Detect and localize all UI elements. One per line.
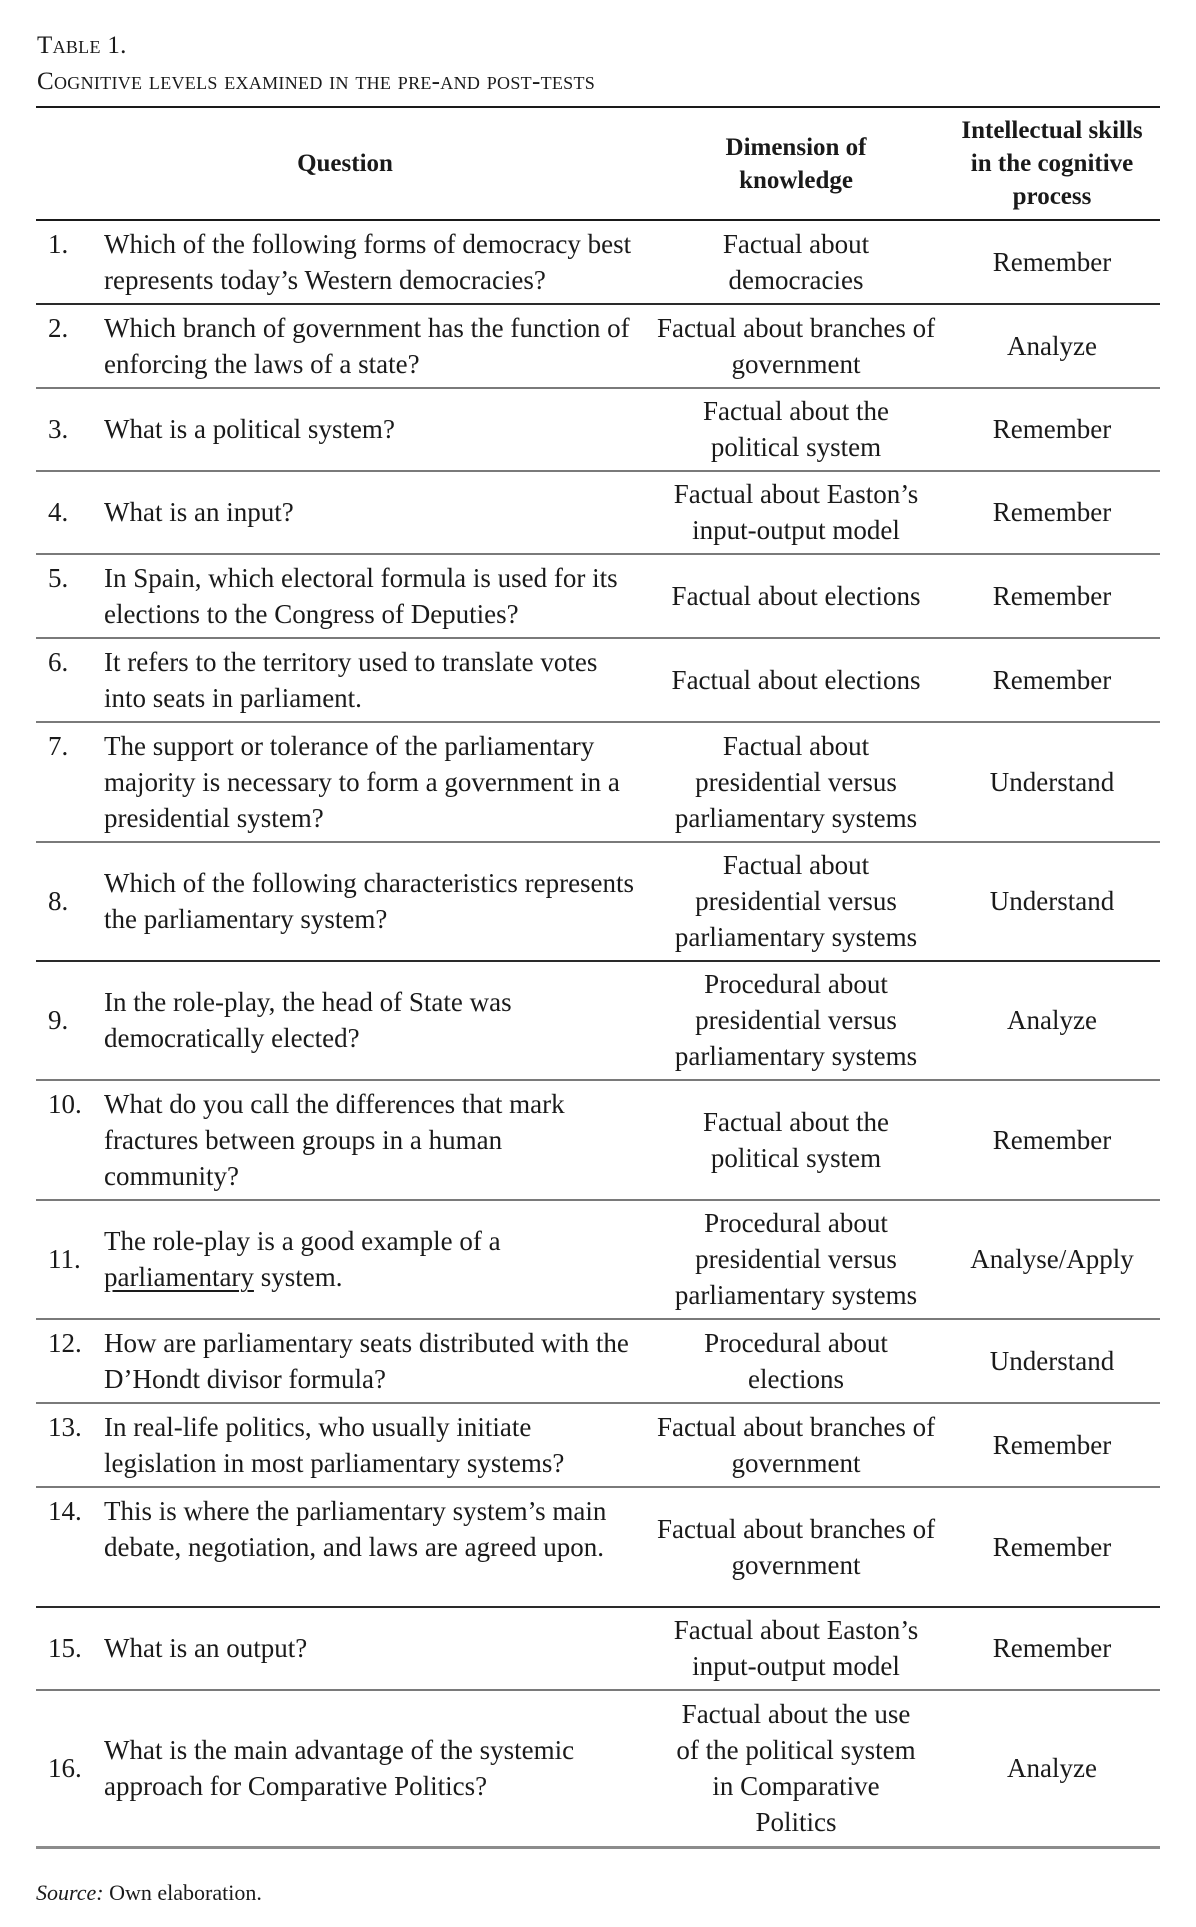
row-knowledge: [648, 961, 944, 1080]
row-question-text: The role-play is a good example of a: [104, 1226, 501, 1256]
row-knowledge-text: Factual about the political system: [703, 1106, 889, 1173]
row-knowledge-text: Factual about the political system: [703, 396, 889, 462]
row-question-underlined: parliamentary: [104, 1262, 254, 1292]
row-skill: Understand: [989, 766, 1115, 797]
row-knowledge-text: Factual about Easton’s input-output model: [673, 479, 919, 545]
row-question: Which of the following forms of democracy best represents today’s Western democracies?: [104, 229, 632, 295]
header-knowledge-text: Dimension of knowledge: [725, 133, 867, 194]
table-row: [36, 388, 1160, 471]
table-row: [36, 554, 1160, 638]
row-knowledge: Factual about branches of government: [656, 1411, 936, 1478]
table-row: [36, 842, 1160, 961]
row-question: What is an output?: [104, 1633, 308, 1663]
row-knowledge: [648, 722, 944, 842]
row-skill: Remember: [992, 1429, 1112, 1460]
source-label: Source:: [36, 1880, 104, 1905]
source-note: [36, 1879, 1160, 1907]
row-knowledge: [648, 220, 944, 304]
header-skills: [944, 107, 1160, 220]
table-row: [36, 1200, 1160, 1319]
table-label: Table 1.: [37, 32, 127, 59]
table-row: [36, 1319, 1160, 1403]
row-knowledge: Factual about branches of government: [656, 312, 936, 379]
row-knowledge: [648, 1319, 944, 1403]
row-number: 7.: [48, 731, 69, 761]
row-number: 15.: [48, 1633, 82, 1663]
row-knowledge: Factual about elections: [671, 580, 921, 611]
header-question: Question: [297, 150, 393, 177]
table-row: [36, 304, 1160, 388]
row-skill: Remember: [992, 497, 1112, 527]
source-text: Own elaboration.: [109, 1880, 262, 1905]
table-row: [36, 1690, 1160, 1848]
row-knowledge: Factual about elections: [671, 664, 921, 695]
row-question: [94, 1200, 648, 1319]
row-skill: Analyze: [1007, 1005, 1097, 1035]
cognitive-levels-table: [36, 106, 1160, 1849]
row-number: 1.: [48, 229, 69, 259]
row-skill: Analyze: [1007, 1753, 1097, 1783]
row-knowledge: [648, 388, 944, 471]
row-knowledge-text: Factual about Easton’s input-output model: [673, 1615, 919, 1681]
row-number: 9.: [48, 1005, 69, 1035]
row-knowledge: [648, 1607, 944, 1690]
row-question: Which of the following characteristics represents the parliamentary system?: [104, 868, 635, 934]
row-number: 3.: [48, 414, 69, 444]
row-number: 8.: [48, 886, 69, 916]
row-knowledge-text: Factual about presidential versus parliamentary systems: [674, 730, 918, 833]
table-row: [36, 220, 1160, 304]
row-number: 5.: [48, 563, 69, 593]
row-skill: Remember: [992, 414, 1112, 444]
row-skill: Remember: [992, 1531, 1112, 1562]
table-row: [36, 1080, 1160, 1200]
row-knowledge: Factual about branches of government: [656, 1513, 936, 1580]
table-header-row: [36, 107, 1160, 220]
table-title: Cognitive levels examined in the pre-and post-tests: [37, 68, 596, 95]
row-question: How are parliamentary seats distributed with the D’Hondt divisor formula?: [104, 1328, 629, 1394]
row-number: 14.: [48, 1496, 82, 1526]
row-question: It refers to the territory used to translate votes into seats in parliament.: [104, 647, 598, 713]
header-knowledge: [648, 107, 944, 220]
row-number: 2.: [48, 313, 69, 343]
row-question: What is an input?: [104, 497, 294, 527]
row-question: Which branch of government has the function of enforcing the laws of a state?: [104, 313, 630, 379]
row-question: In real-life politics, who usually initiate legislation in most parliamentary systems?: [104, 1412, 565, 1478]
header-skills-text: Intellectual skills in the cognitive process: [961, 117, 1143, 210]
row-question: What do you call the differences that mark fractures between groups in a human community?: [104, 1089, 565, 1191]
row-knowledge: [648, 1200, 944, 1319]
row-knowledge: [648, 1690, 944, 1848]
row-question: What is a political system?: [104, 414, 395, 444]
row-skill: Analyze: [1007, 330, 1097, 361]
row-question-text-end: system.: [260, 1262, 343, 1292]
row-number: 12.: [48, 1328, 82, 1358]
row-knowledge-text: Procedural about presidential versus parliamentary systems: [674, 969, 918, 1071]
table-row: [36, 961, 1160, 1080]
row-number: 10.: [48, 1089, 82, 1119]
row-knowledge-text: Procedural about presidential versus parliamentary systems: [674, 1208, 918, 1310]
row-skill: Remember: [992, 580, 1112, 611]
table-row: [36, 471, 1160, 554]
row-number: 13.: [48, 1412, 82, 1442]
row-knowledge-text: Factual about democracies: [722, 228, 870, 295]
row-skill: Analyse/Apply: [970, 1244, 1134, 1274]
row-knowledge: [648, 1080, 944, 1200]
table-row: [36, 1487, 1160, 1607]
row-knowledge: [648, 842, 944, 961]
row-skill: Understand: [989, 886, 1115, 916]
row-number: 6.: [48, 647, 69, 677]
row-knowledge-text: Procedural about elections: [704, 1327, 888, 1394]
row-skill: Remember: [992, 246, 1112, 277]
row-knowledge: [648, 471, 944, 554]
row-question: The support or tolerance of the parliamentary majority is necessary to form a government in a presidential system?: [104, 731, 620, 833]
table-row: [36, 1607, 1160, 1690]
row-number: 11.: [48, 1244, 81, 1274]
row-skill: Remember: [992, 664, 1112, 695]
row-skill: Remember: [992, 1124, 1112, 1155]
row-knowledge-text: Factual about the use of the political system in Comparative Politics: [676, 1699, 916, 1837]
table-row: [36, 722, 1160, 842]
row-skill: Understand: [989, 1345, 1115, 1376]
row-question: This is where the parliamentary system’s main debate, negotiation, and laws are agreed upon.: [104, 1496, 607, 1562]
row-knowledge-text: Factual about presidential versus parliamentary systems: [674, 850, 918, 952]
table-row: [36, 638, 1160, 722]
row-number: 16.: [48, 1753, 82, 1783]
table-row: [36, 1403, 1160, 1487]
row-question: What is the main advantage of the systemic approach for Comparative Politics?: [104, 1735, 575, 1801]
row-number: 4.: [48, 497, 69, 527]
row-question: In Spain, which electoral formula is used for its elections to the Congress of Deputies?: [104, 563, 618, 629]
row-question: In the role-play, the head of State was democratically elected?: [104, 987, 512, 1053]
row-skill: Remember: [992, 1633, 1112, 1663]
